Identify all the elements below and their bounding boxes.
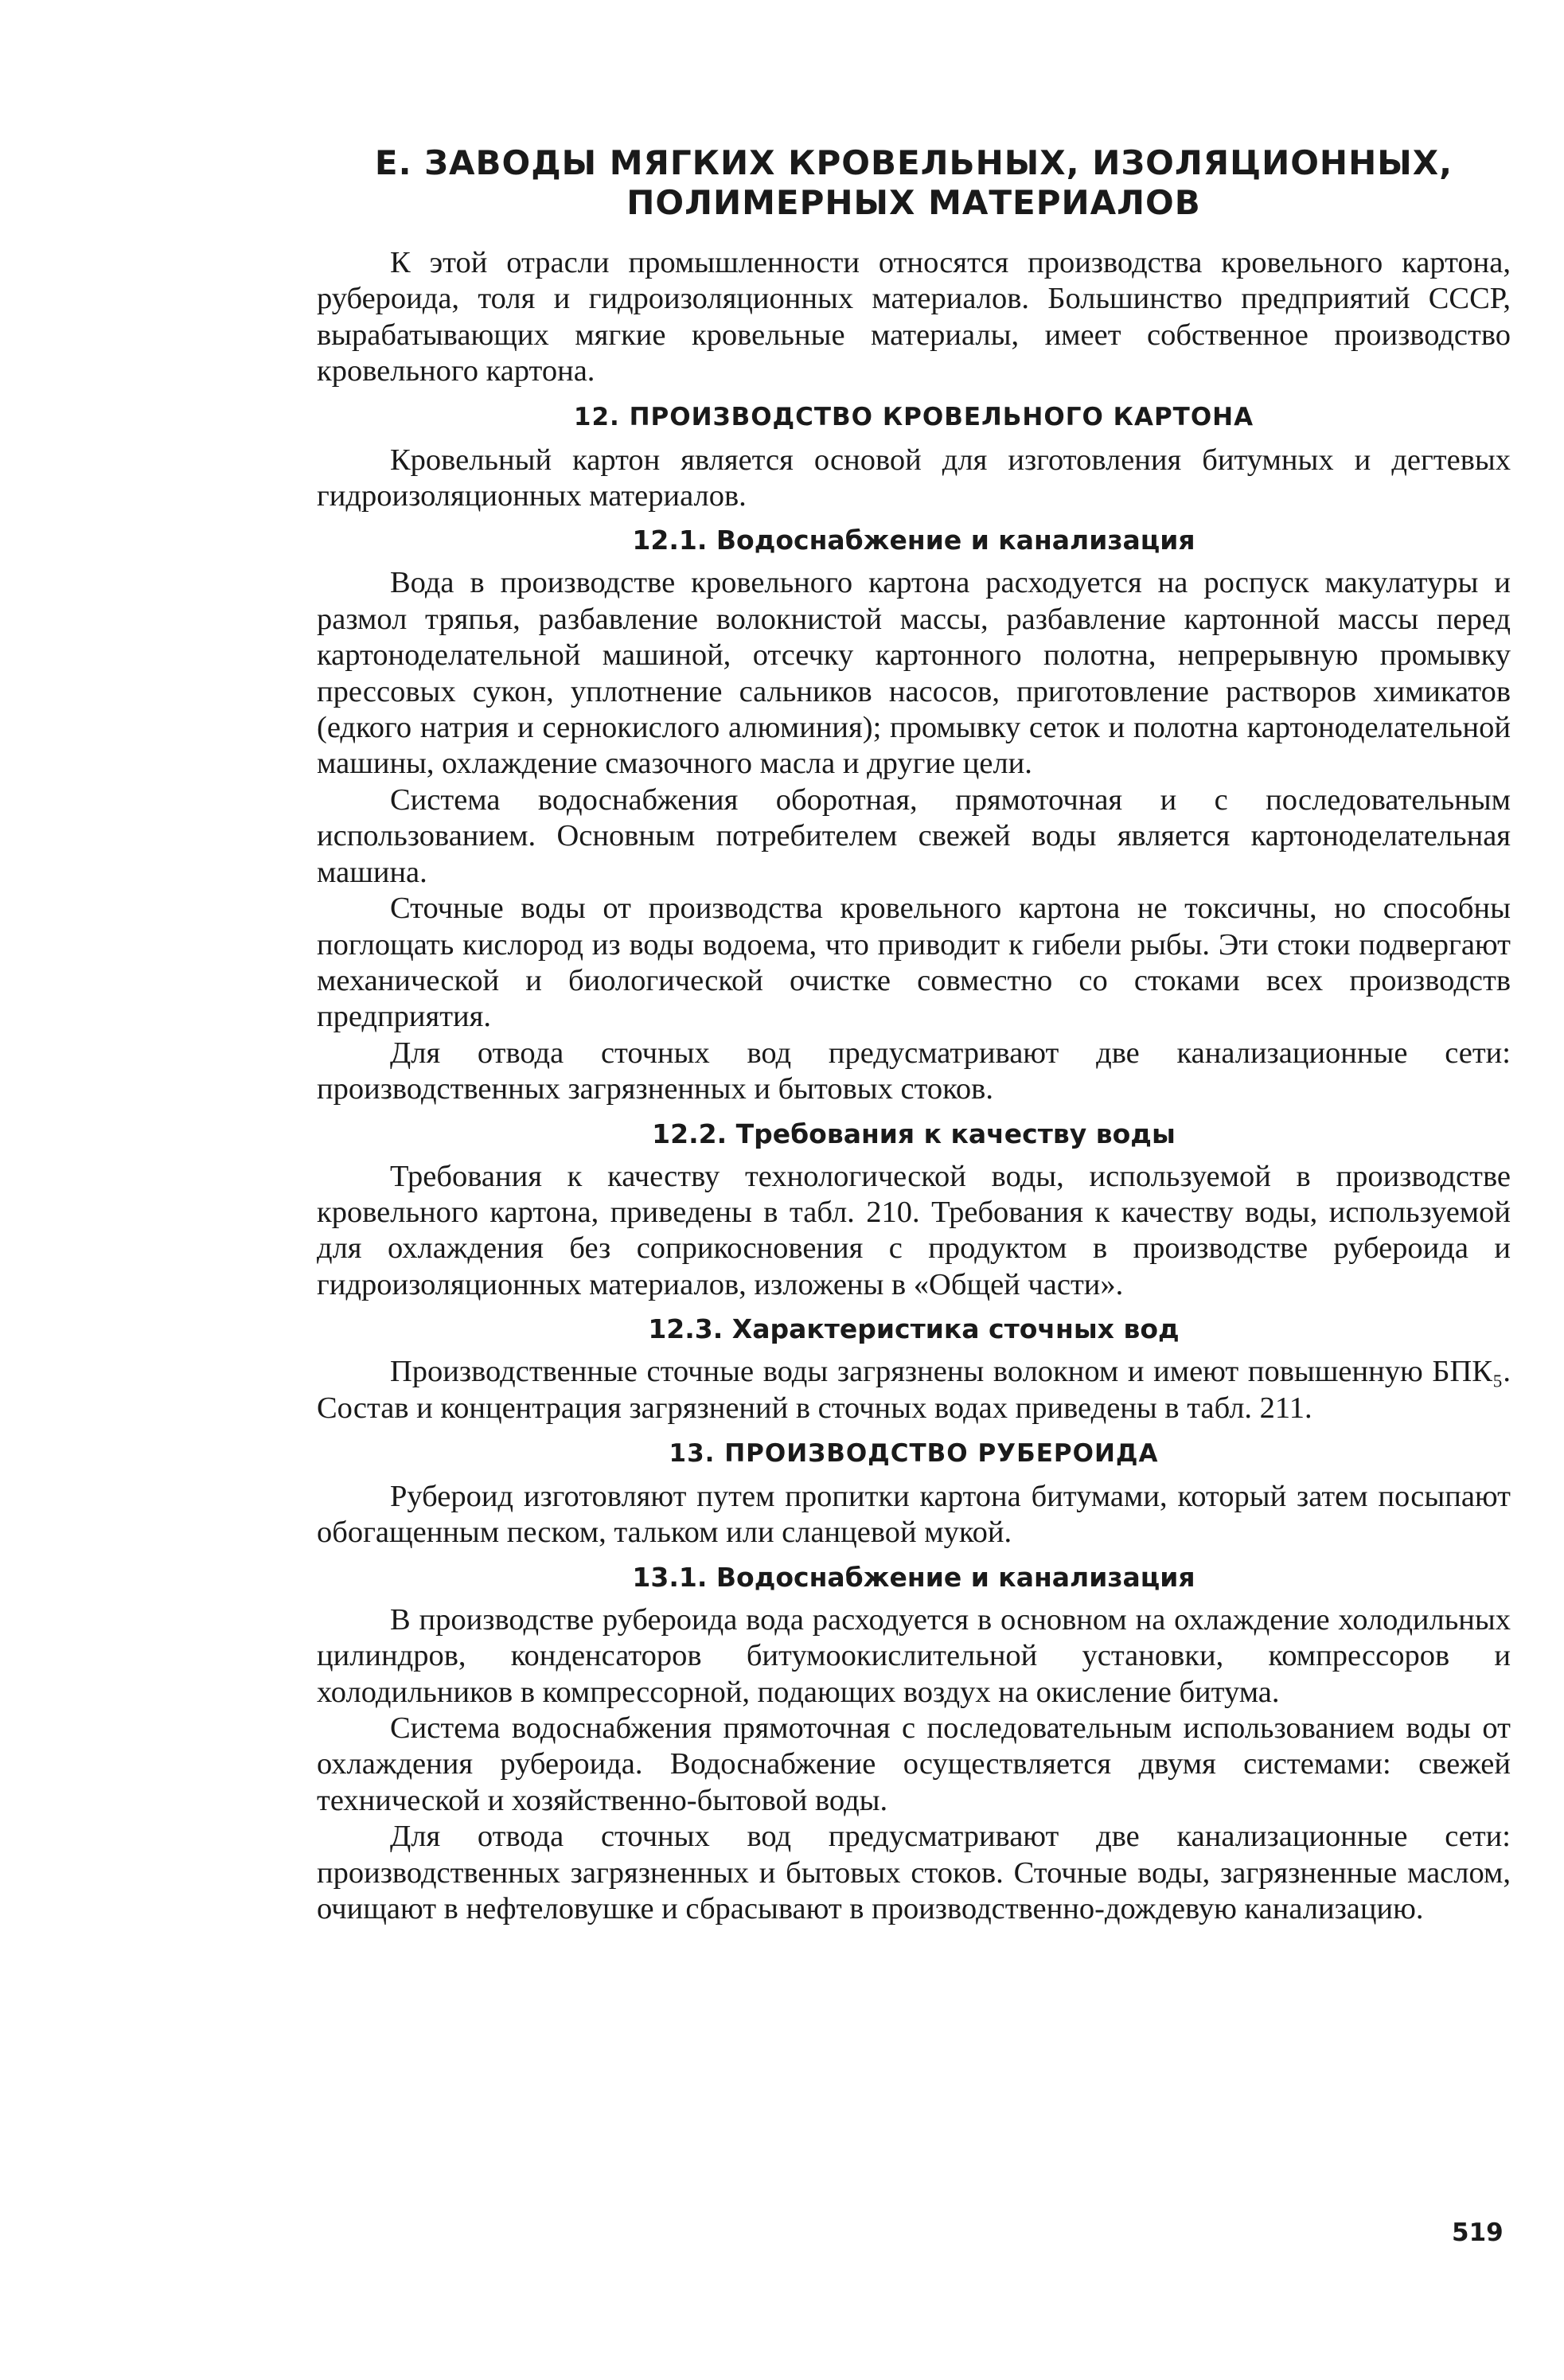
section-13-1-paragraph-1: В производстве рубероида вода расходуется в основном на охлаждение холодильных цилиндров, конденсаторов битумоокислительной установки, компрессоров и холодильников в компрессорной, подающих воздух на окисление битума. [317, 1602, 1511, 1709]
chapter-title-line-1: Е. ЗАВОДЫ МЯГКИХ КРОВЕЛЬНЫХ, ИЗОЛЯЦИОННЫХ, [374, 143, 1453, 182]
section-12-3-title: 12.3. Характеристика сточных вод [648, 1313, 1180, 1345]
section-12-1-paragraph-3: Сточные воды от производства кровельного картона не токсичны, но способны поглощать кислород из воды водоема, что приводит к гибели рыбы. Эти стоки подвергают механической и биологической очистке совместно со стоками всех производств предприятия. [317, 892, 1511, 1034]
section-12-title: 12. ПРОИЗВОДСТВО КРОВЕЛЬНОГО КАРТОНА [573, 402, 1254, 431]
section-12-paragraph: Кровельный картон является основой для изготовления битумных и дегтевых гидроизоляционных материалов. [317, 443, 1511, 513]
chapter-title [317, 143, 1511, 223]
section-13-1-paragraph-3: Для отвода сточных вод предусматривают две канализационные сети: производственных загрязненных и бытовых стоков. Сточные воды, загрязненные маслом, очищают в нефтеловушке и сбрасывают в производственно-дождевую канализацию. [317, 1820, 1511, 1926]
section-12-2-paragraph: Требования к качеству технологической воды, используемой в производстве кровельного картона, приведены в табл. 210. Требования к качеству воды, используемой для охлаждения без соприкосновения с продуктом в производстве рубероида и гидроизоляционных материалов, изложены в «Общей части». [317, 1159, 1511, 1301]
page-number: 519 [1452, 2218, 1504, 2247]
page-content [317, 143, 1511, 1927]
section-12-1-title: 12.1. Водоснабжение и канализация [632, 525, 1195, 556]
section-13-title: 13. ПРОИЗВОДСТВО РУБЕРОИДА [669, 1438, 1159, 1468]
section-12-3-paragraph: Производственные сточные воды загрязнены волокном и имеют повышенную БПК₅. Состав и концентрация загрязнений в сточных водах приведены в табл. 211. [317, 1355, 1511, 1425]
section-12-1-paragraph-2: Система водоснабжения оборотная, прямоточная и с последовательным использованием. Основным потребителем свежей воды является картоноделательная машина. [317, 782, 1511, 889]
section-13-1-paragraph-2: Система водоснабжения прямоточная с последовательным использованием воды от охлаждения рубероида. Водоснабжение осуществляется двумя системами: свежей технической и хозяйственно-бытовой воды. [317, 1711, 1511, 1817]
section-13-1-title: 13.1. Водоснабжение и канализация [632, 1561, 1195, 1593]
section-12-1-paragraph-1: Вода в производстве кровельного картона расходуется на роспуск макулатуры и размол тряпья, разбавление волокнистой массы, разбавление картонной массы перед картоноделательной машиной, отсечку картонного полотна, непрерывную промывку прессовых сукон, уплотнение сальников насосов, приготовление растворов химикатов (едкого натрия и сернокислого алюминия); промывку сеток и полотна картоноделательной машины, охлаждение смазочного масла и другие цели. [317, 566, 1511, 781]
section-12-2-title: 12.2. Требования к качеству воды [652, 1118, 1176, 1149]
chapter-title-line-2: ПОЛИМЕРНЫХ МАТЕРИАЛОВ [626, 183, 1201, 222]
section-12-1-paragraph-4: Для отвода сточных вод предусматривают две канализационные сети: производственных загрязненных и бытовых стоков. [317, 1036, 1511, 1106]
section-13-paragraph: Рубероид изготовляют путем пропитки картона битумами, который затем посыпают обогащенным песком, тальком или сланцевой мукой. [317, 1479, 1511, 1550]
intro-paragraph: К этой отрасли промышленности относятся производства кровельного картона, рубероида, толя и гидроизоляционных материалов. Большинство предприятий СССР, вырабатывающих мягкие кровельные материалы, имеет собственное производство кровельного картона. [317, 246, 1511, 388]
